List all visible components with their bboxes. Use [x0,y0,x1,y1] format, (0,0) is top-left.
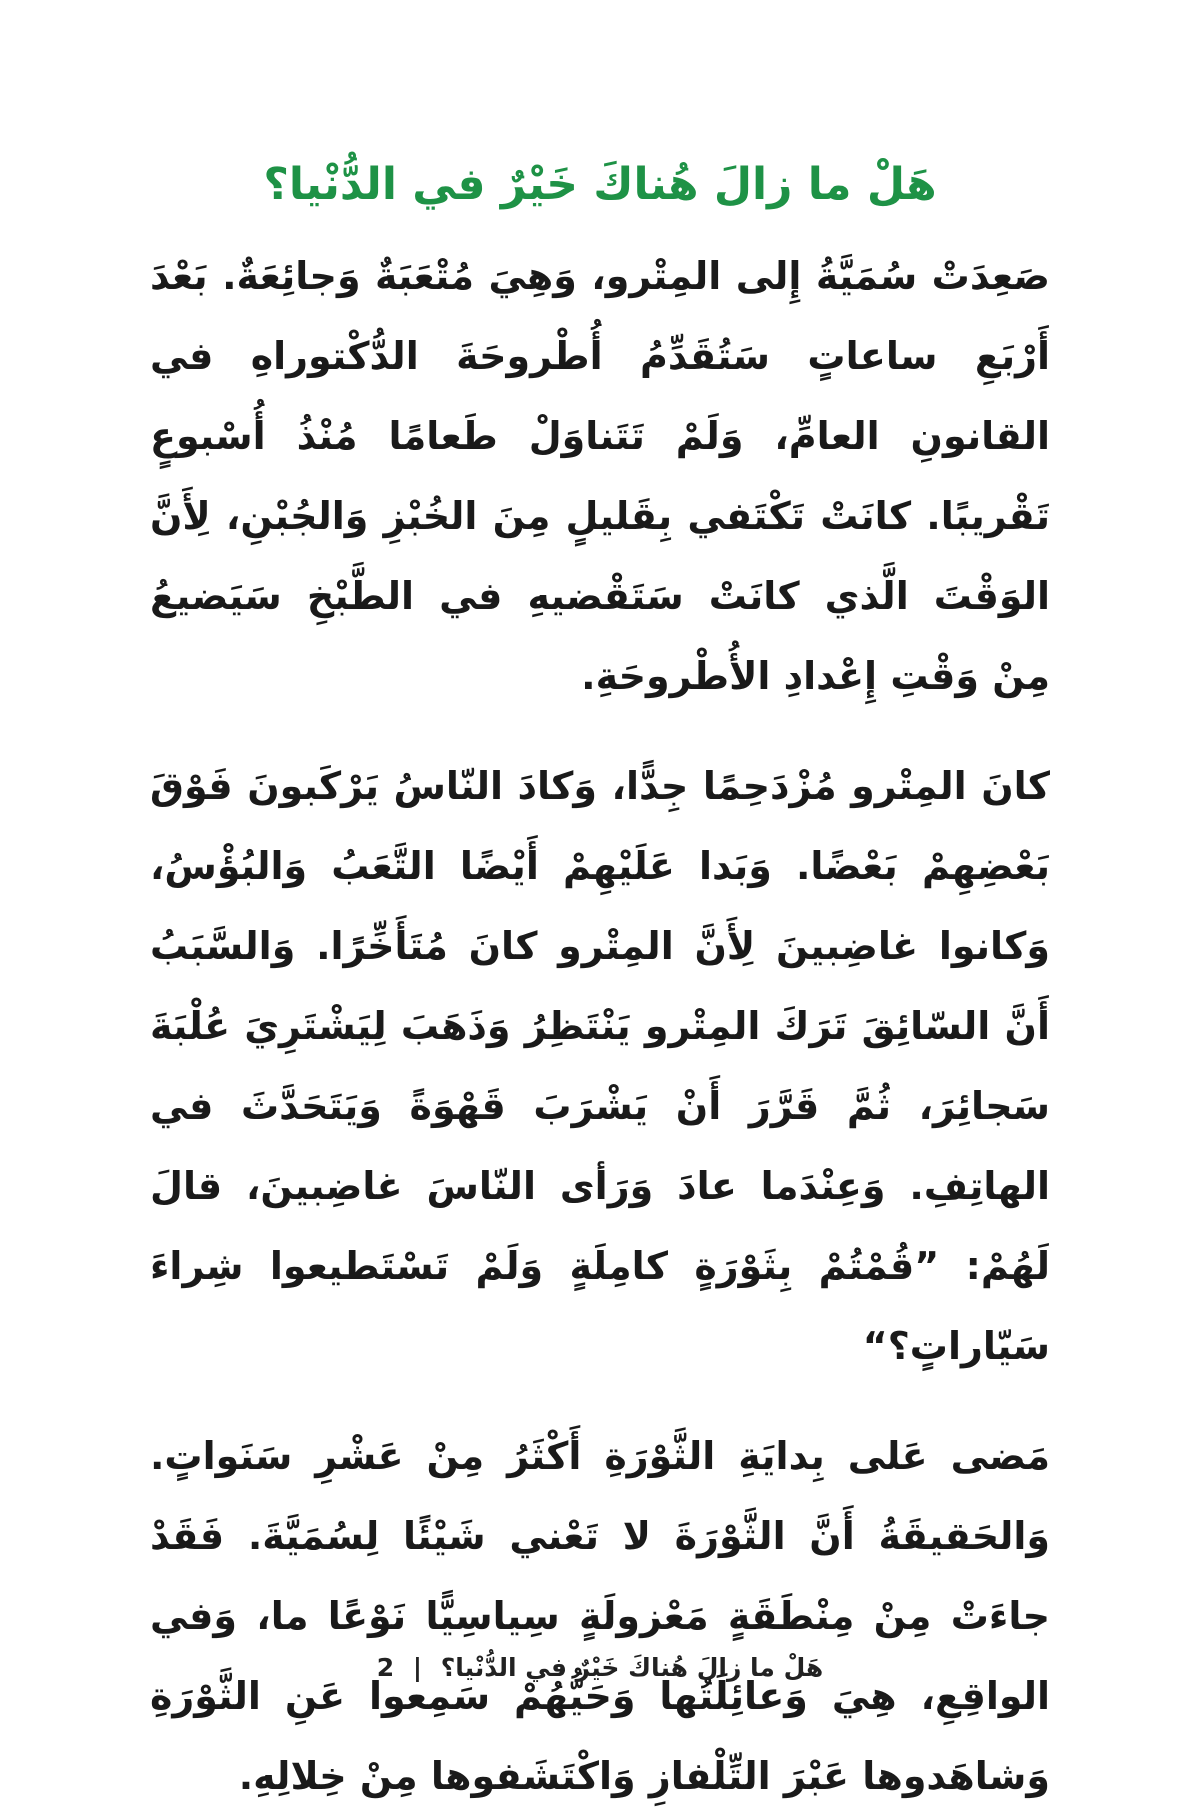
page-body [150,140,1050,1798]
paragraph-3: مَضى عَلى بِدايَةِ الثَّوْرَةِ أَكْثَرُ مِنْ عَشْرِ سَنَواتٍ. وَالحَقيقَةُ أَنَّ الثَّوْرَةَ لا تَعْني شَيْئًا لِسُمَيَّةَ. فَقَدْ جاءَتْ مِنْ مِنْطَقَةٍ مَعْزولَةٍ سِياسِيًّا نَوْعًا ما، وَفي الواقِعِ، هِيَ وَعائِلَتُها وَحَيُّهُمْ سَمِعوا عَنِ الثَّوْرَةِ وَشاهَدوها عَبْرَ التِّلْفازِ وَاكْتَشَفوها مِنْ خِلالِهِ. [150,1434,1050,1798]
page-number: 2 [376,1653,395,1682]
paragraph-2: كانَ المِتْرو مُزْدَحِمًا جِدًّا، وَكادَ النّاسُ يَرْكَبونَ فَوْقَ بَعْضِهِمْ بَعْضًا. وَبَدا عَلَيْهِمْ أَيْضًا التَّعَبُ وَالبُؤْسُ، وَكانوا غاضِبينَ لِأَنَّ المِتْرو كانَ مُتَأَخِّرًا. وَالسَّبَبُ أَنَّ السّائِقَ تَرَكَ المِتْرو يَنْتَظِرُ وَذَهَبَ لِيَشْتَرِيَ عُلْبَةَ سَجائِرَ، ثُمَّ قَرَّرَ أَنْ يَشْرَبَ قَهْوَةً وَيَتَحَدَّثَ في الهاتِفِ. وَعِنْدَما عادَ وَرَأى النّاسَ غاضِبينَ، قالَ لَهُمْ: ”قُمْتُمْ بِثَوْرَةٍ كامِلَةٍ وَلَمْ تَسْتَطيعوا شِراءَ سَيّاراتٍ؟“ [150,764,1050,1368]
story-title: هَلْ ما زالَ هُناكَ خَيْرٌ في الدُّنْيا؟ [263,159,937,210]
footer-separator: | [412,1653,422,1682]
paragraph-1: صَعِدَتْ سُمَيَّةُ إِلى المِتْرو، وَهِيَ مُتْعَبَةٌ وَجائِعَةٌ. بَعْدَ أَرْبَعِ ساعاتٍ سَتُقَدِّمُ أُطْروحَةَ الدُّكْتوراهِ في القانونِ العامِّ، وَلَمْ تَتَناوَلْ طَعامًا مُنْذُ أُسْبوعٍ تَقْريبًا. كانَتْ تَكْتَفي بِقَليلٍ مِنَ الخُبْزِ وَالجُبْنِ، لِأَنَّ الوَقْتَ الَّذي كانَتْ سَتَقْضيهِ في الطَّبْخِ سَيَضيعُ مِنْ وَقْتِ إِعْدادِ الأُطْروحَةِ. [150,254,1050,698]
page-footer [0,1648,1200,1688]
footer-title: هَلْ ما زالَ هُناكَ خَيْرٌ في الدُّنْيا؟ [440,1653,824,1682]
